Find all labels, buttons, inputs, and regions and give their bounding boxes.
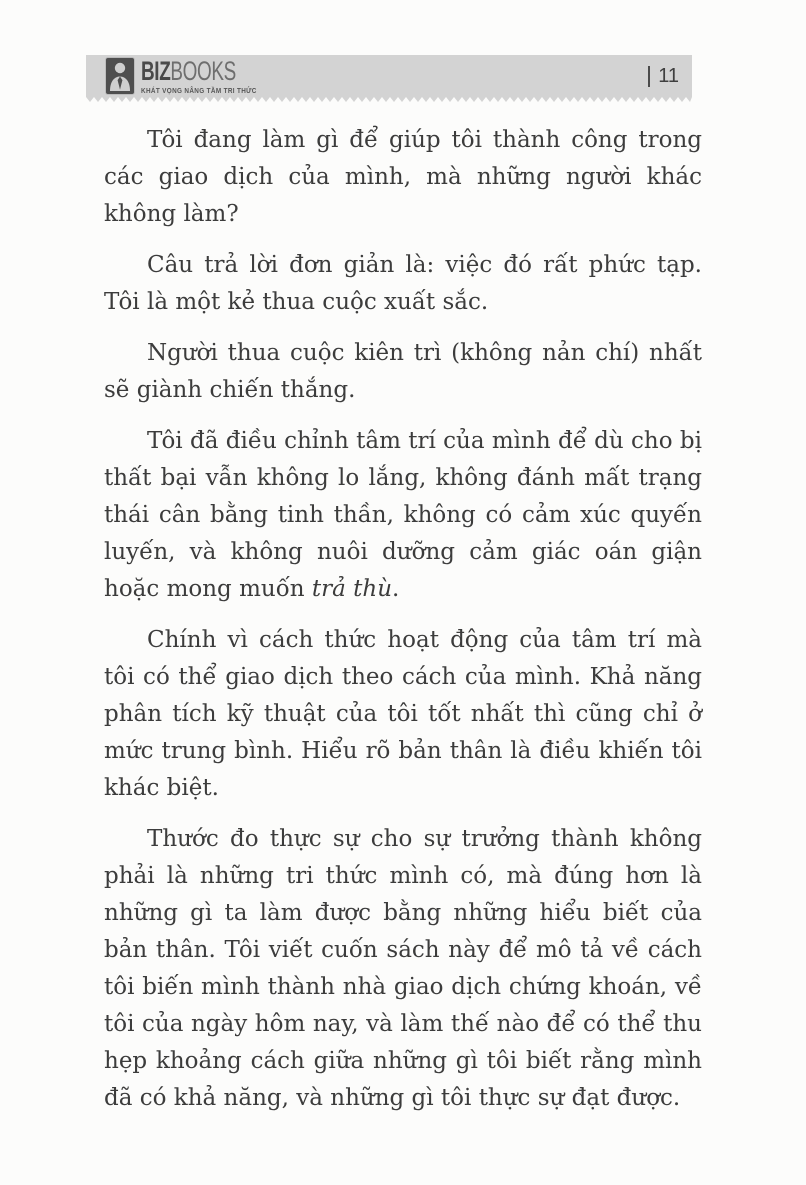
paragraph-italic-text: trả thù xyxy=(311,576,393,602)
bizbooks-logo xyxy=(86,57,277,95)
brand-name-light: BOOKS xyxy=(170,55,236,86)
brand-wordmark xyxy=(141,55,277,95)
brand-tagline: KHÁT VỌNG NÂNG TẦM TRI THỨC xyxy=(141,85,257,95)
brand-name-bold: BIZ xyxy=(141,55,171,86)
person-silhouette-icon xyxy=(107,59,133,93)
paragraph-text: Chính vì cách thức hoạt động của tâm trí mà tôi có thể giao dịch theo cách của mình. Khả năng phân tích kỹ thuật của tôi tốt nhất thì cũng chỉ ở mức trung bình. Hiểu rõ bản thân là điều khiến tôi khác biệt. xyxy=(104,627,702,801)
page-number-wrap xyxy=(648,65,692,88)
paragraph-text: Tôi đang làm gì để giúp tôi thành công trong các giao dịch của mình, mà những người khác không làm? xyxy=(104,127,702,227)
brand-name xyxy=(141,55,236,86)
header-sawtooth xyxy=(86,97,692,103)
paragraph xyxy=(104,423,702,608)
page-number: 11 xyxy=(658,64,679,87)
paragraph xyxy=(104,122,702,233)
sawtooth-path xyxy=(86,97,692,102)
paragraph-text: Người thua cuộc kiên trì (không nản chí) nhất sẽ giành chiến thắng. xyxy=(104,340,702,403)
paragraph-text: Câu trả lời đơn giản là: việc đó rất phức tạp. Tôi là một kẻ thua cuộc xuất sắc. xyxy=(104,252,702,315)
paragraph xyxy=(104,622,702,807)
paragraph-text: Tôi đã điều chỉnh tâm trí của mình để dù cho bị thất bại vẫn không lo lắng, không đánh mất trạng thái cân bằng tinh thần, không có cảm xúc quyến luyến, và không nuôi dưỡng cảm giác oán giận hoặc mong muốn xyxy=(104,428,702,602)
paragraph-text-after: . xyxy=(392,576,400,602)
paragraph-text: Thước đo thực sự cho sự trưởng thành không phải là những tri thức mình có, mà đúng hơn là những gì ta làm được bằng những hiểu biết của bản thân. Tôi viết cuốn sách này để mô tả về cách tôi biến mình thành nhà giao dịch chứng khoán, về tôi của ngày hôm nay, và làm thế nào để có thể thu hẹp khoảng cách giữa những gì tôi biết rằng mình đã có khả năng, và những gì tôi thực sự đạt được. xyxy=(104,826,702,1111)
paragraph xyxy=(104,821,702,1117)
header-strip xyxy=(86,55,692,97)
page-number-separator xyxy=(648,66,650,87)
paragraph xyxy=(104,247,702,321)
bizbooks-logo-icon xyxy=(105,57,135,95)
paragraph xyxy=(104,335,702,409)
body-text xyxy=(104,122,702,1131)
